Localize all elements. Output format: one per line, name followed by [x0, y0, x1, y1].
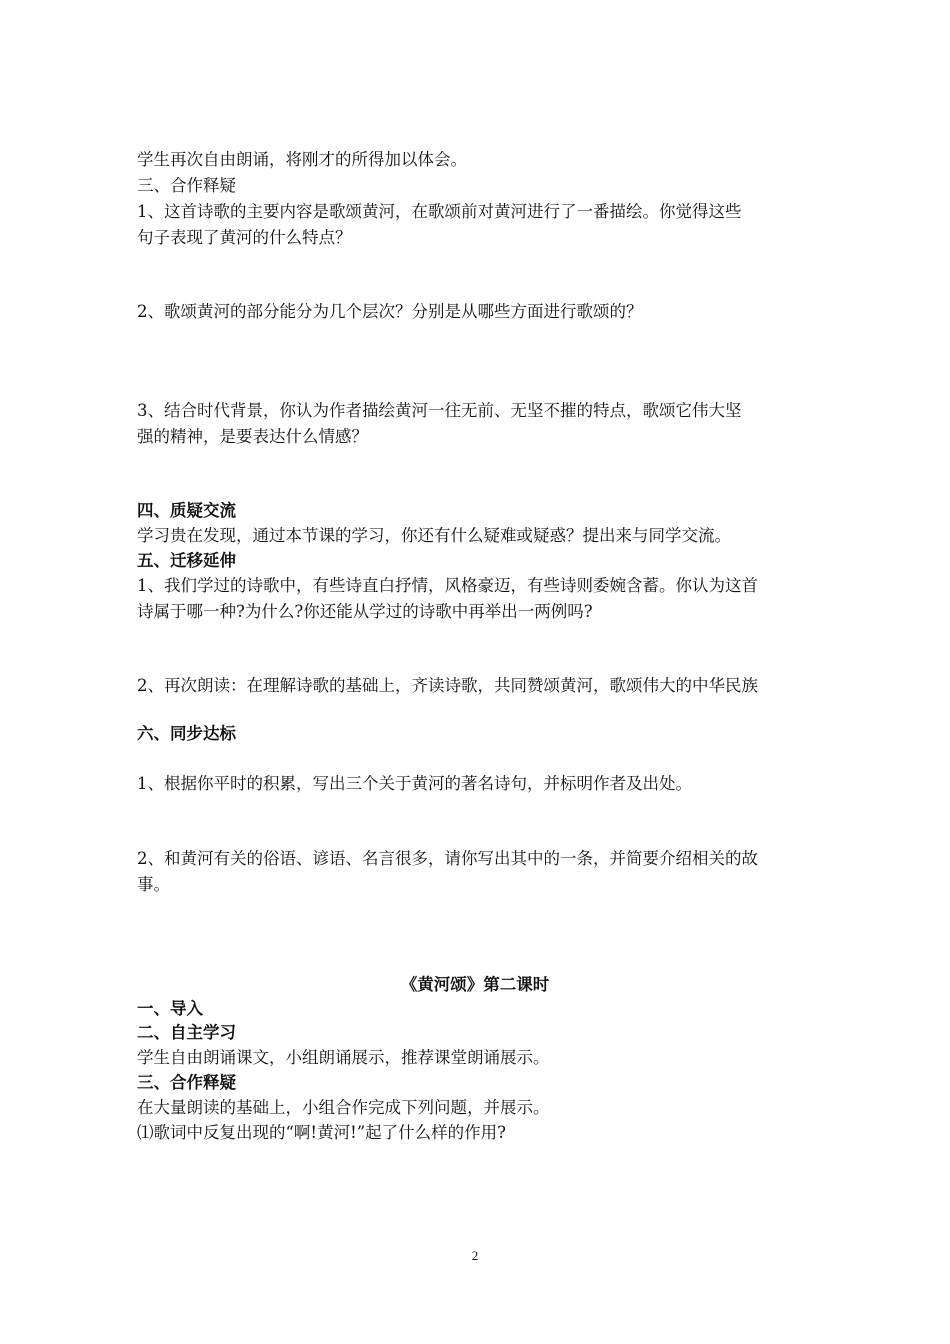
text-line: 在大量朗读的基础上，小组合作完成下列问题，并展示。 [137, 1098, 550, 1117]
text-line: 学习贵在发现，通过本节课的学习，你还有什么疑难或疑惑？提出来与同学交流。 [137, 526, 731, 545]
section-heading: 六、同步达标 [137, 724, 236, 743]
section-heading: 一、导入 [137, 999, 203, 1018]
text-line: 学生自由朗诵课文，小组朗诵展示，推荐课堂朗诵展示。 [137, 1048, 550, 1067]
question-text: 2、歌颂黄河的部分能分为几个层次？分别是从哪些方面进行歌颂的？ [137, 302, 643, 321]
page-number: 2 [471, 1248, 479, 1263]
question-text: 诗属于哪一种?为什么?你还能从学过的诗歌中再举出一两例吗? [137, 602, 593, 621]
question-text: 1、我们学过的诗歌中，有些诗直白抒情，风格豪迈，有些诗则委婉含蓄。你认为这首 [137, 576, 758, 595]
question-text: ⑴歌词中反复出现的“啊!黄河!”起了什么样的作用? [137, 1123, 506, 1142]
question-text: 事。 [137, 875, 170, 894]
question-text: 句子表现了黄河的什么特点？ [137, 228, 352, 247]
question-text: 1、根据你平时的积累，写出三个关于黄河的著名诗句，并标明作者及出处。 [137, 774, 692, 793]
question-text: 3、结合时代背景，你认为作者描绘黄河一往无前、无坚不摧的特点，歌颂它伟大坚 [137, 401, 742, 420]
question-text: 1、这首诗歌的主要内容是歌颂黄河，在歌颂前对黄河进行了一番描绘。你觉得这些 [137, 202, 742, 221]
section-heading: 二、自主学习 [137, 1023, 236, 1042]
text-line: 学生再次自由朗诵，将刚才的所得加以体会。 [137, 150, 467, 169]
question-text: 强的精神，是要表达什么情感？ [137, 427, 368, 446]
section-heading: 五、迁移延伸 [137, 551, 236, 570]
question-text: 2、再次朗读：在理解诗歌的基础上，齐读诗歌，共同赞颂黄河，歌颂伟大的中华民族 [137, 676, 758, 695]
section-heading: 三、合作释疑 [137, 176, 236, 195]
question-text: 2、和黄河有关的俗语、谚语、名言很多，请你写出其中的一条，并简要介绍相关的故 [137, 849, 758, 868]
lesson-title: 《黄河颂》第二课时 [400, 975, 550, 994]
section-heading: 三、合作释疑 [137, 1073, 236, 1092]
section-heading: 四、质疑交流 [137, 501, 236, 520]
